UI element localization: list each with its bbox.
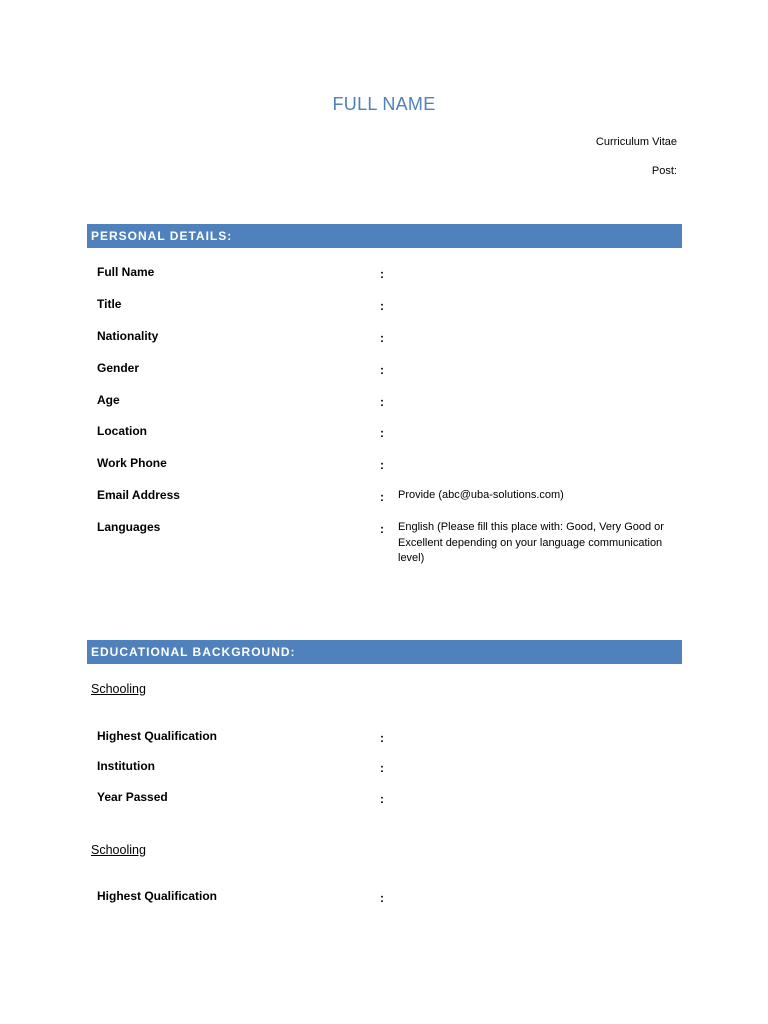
schooling-subheading: Schooling xyxy=(91,682,146,696)
post-label: Post: xyxy=(651,165,677,177)
field-label: Highest Qualification xyxy=(97,889,218,903)
field-label: Work Phone xyxy=(97,456,167,470)
field-separator: : xyxy=(380,490,384,504)
schooling-subheading: Schooling xyxy=(91,843,146,857)
field-separator: : xyxy=(380,395,384,409)
document-title: FULL NAME xyxy=(332,94,436,114)
field-label: Year Passed xyxy=(97,790,168,804)
field-label: Full Name xyxy=(97,265,155,279)
field-label: Location xyxy=(97,424,147,438)
field-separator: : xyxy=(380,331,384,345)
field-label: Nationality xyxy=(97,329,159,343)
document-subtitle: Curriculum Vitae xyxy=(595,136,677,148)
field-label: Email Address xyxy=(97,488,180,502)
field-separator: : xyxy=(380,522,384,536)
field-separator: : xyxy=(380,761,384,775)
field-separator: : xyxy=(380,891,384,905)
educational-background-heading: EDUCATIONAL BACKGROUND: xyxy=(87,640,682,664)
field-label: Title xyxy=(97,297,122,311)
field-label: Age xyxy=(97,393,120,407)
field-separator: : xyxy=(380,363,384,377)
field-label: Institution xyxy=(97,759,155,773)
field-value: Provide (abc@uba-solutions.com) xyxy=(398,489,564,501)
field-separator: : xyxy=(380,458,384,472)
field-label: Gender xyxy=(97,361,140,375)
field-separator: : xyxy=(380,426,384,440)
field-label: Highest Qualification xyxy=(97,729,218,743)
field-separator: : xyxy=(380,731,384,745)
field-value: English (Please fill this place with: Good, Very Good or Excellent depending on your language communication level) xyxy=(398,521,664,564)
field-label: Languages xyxy=(97,520,161,534)
field-separator: : xyxy=(380,267,384,281)
field-separator: : xyxy=(380,299,384,313)
personal-details-heading: PERSONAL DETAILS: xyxy=(87,224,682,248)
field-separator: : xyxy=(380,792,384,806)
